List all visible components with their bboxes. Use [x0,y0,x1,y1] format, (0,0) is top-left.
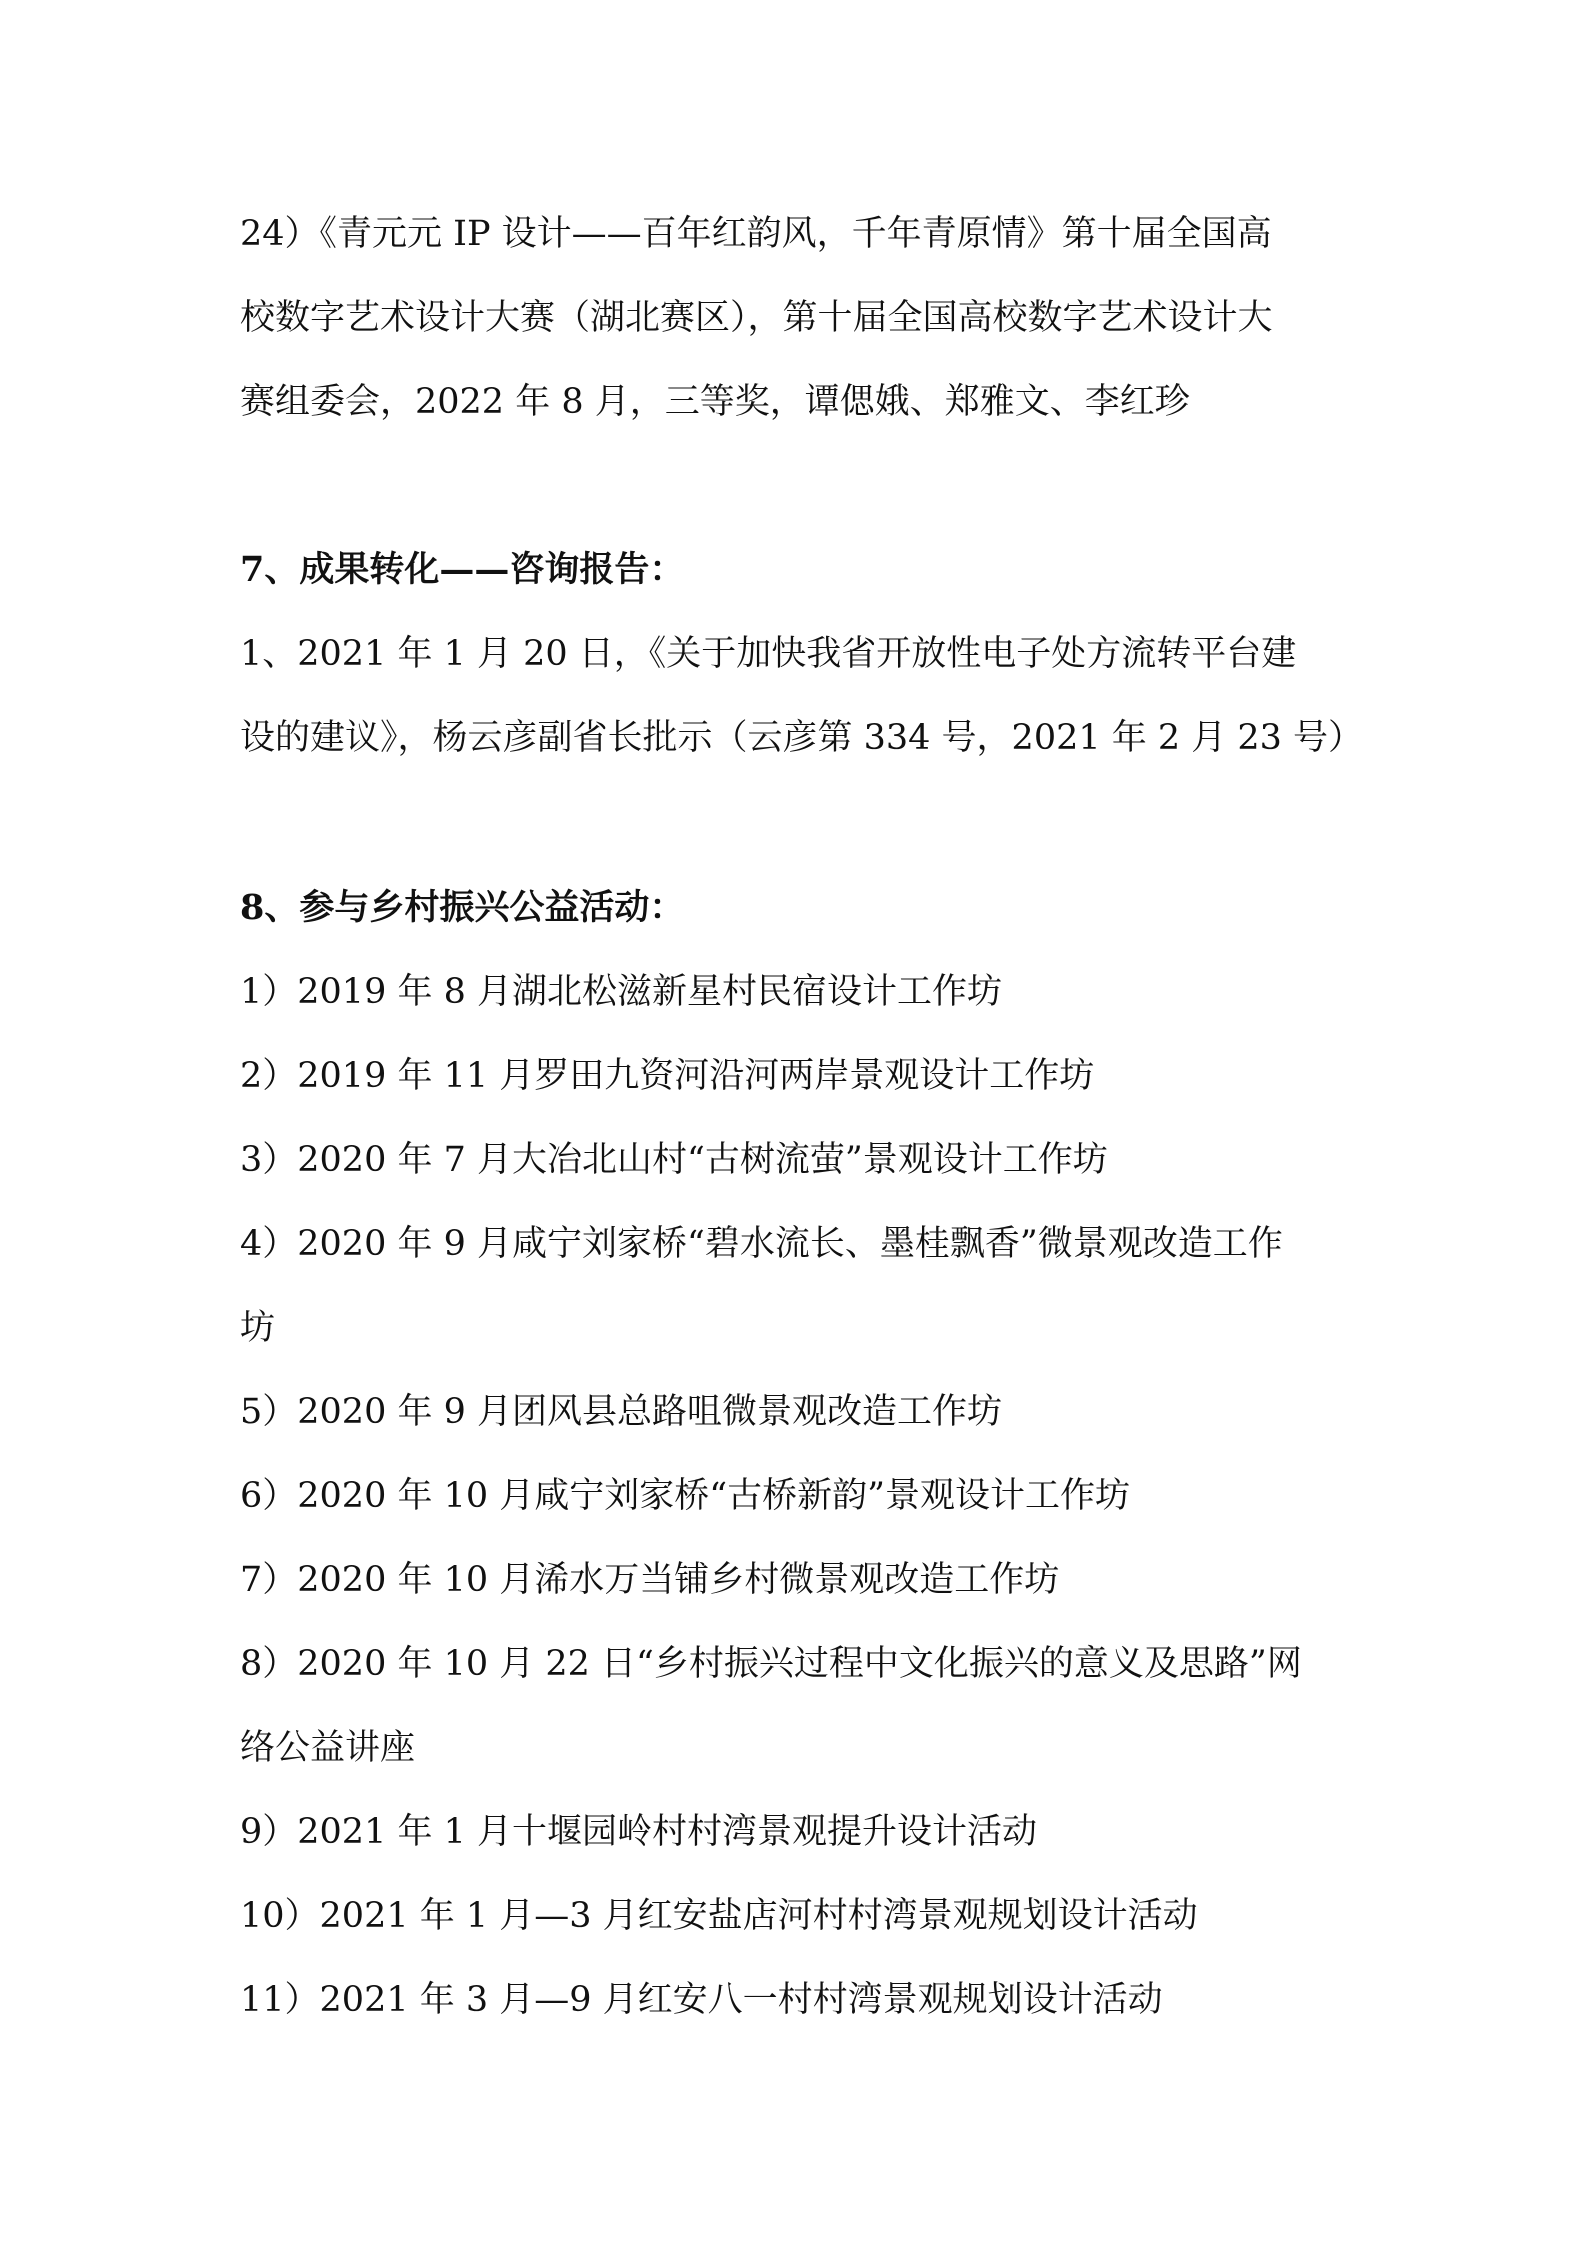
report-line-2: 设的建议》，杨云彦副省长批示（云彦第 334 号，2021 年 2 月 23 号） [240,718,1364,758]
list-item: 4）2020 年 9 月咸宁刘家桥“碧水流长、墨桂飘香”微景观改造工作 [240,1224,1283,1264]
award-line-2: 校数字艺术设计大赛（湖北赛区），第十届全国高校数字艺术设计大 [240,298,1273,338]
list-item: 2）2019 年 11 月罗田九资河沿河两岸景观设计工作坊 [240,1056,1095,1096]
list-item: 1）2019 年 8 月湖北松滋新星村民宿设计工作坊 [240,972,1002,1012]
section-7-heading: 7、成果转化——咨询报告： [240,549,685,590]
list-item: 5）2020 年 9 月团风县总路咀微景观改造工作坊 [240,1392,1002,1432]
award-line-3: 赛组委会，2022 年 8 月，三等奖，谭偲娥、郑雅文、李红珍 [240,382,1190,422]
list-item-continuation: 坊 [240,1308,276,1348]
list-item: 9）2021 年 1 月十堰园岭村村湾景观提升设计活动 [240,1812,1037,1852]
award-item-24 [240,192,1350,444]
list-item-continuation: 络公益讲座 [240,1728,416,1768]
award-line-1: 24）《青元元 IP 设计——百年红韵风，千年青原情》第十届全国高 [240,214,1272,254]
report-line-1: 1、2021 年 1 月 20 日，《关于加快我省开放性电子处方流转平台建 [240,634,1297,674]
section-8-heading: 8、参与乡村振兴公益活动： [240,887,685,928]
list-item: 3）2020 年 7 月大冶北山村“古树流萤”景观设计工作坊 [240,1140,1108,1180]
list-item: 11）2021 年 3 月—9 月红安八一村村湾景观规划设计活动 [240,1980,1163,2020]
section-8 [240,866,1350,2042]
section-7 [240,528,1364,780]
list-item: 8）2020 年 10 月 22 日“乡村振兴过程中文化振兴的意义及思路”网 [240,1644,1302,1684]
list-item: 7）2020 年 10 月浠水万当铺乡村微景观改造工作坊 [240,1560,1060,1600]
list-item: 10）2021 年 1 月—3 月红安盐店河村村湾景观规划设计活动 [240,1896,1198,1936]
list-item: 6）2020 年 10 月咸宁刘家桥“古桥新韵”景观设计工作坊 [240,1476,1131,1516]
